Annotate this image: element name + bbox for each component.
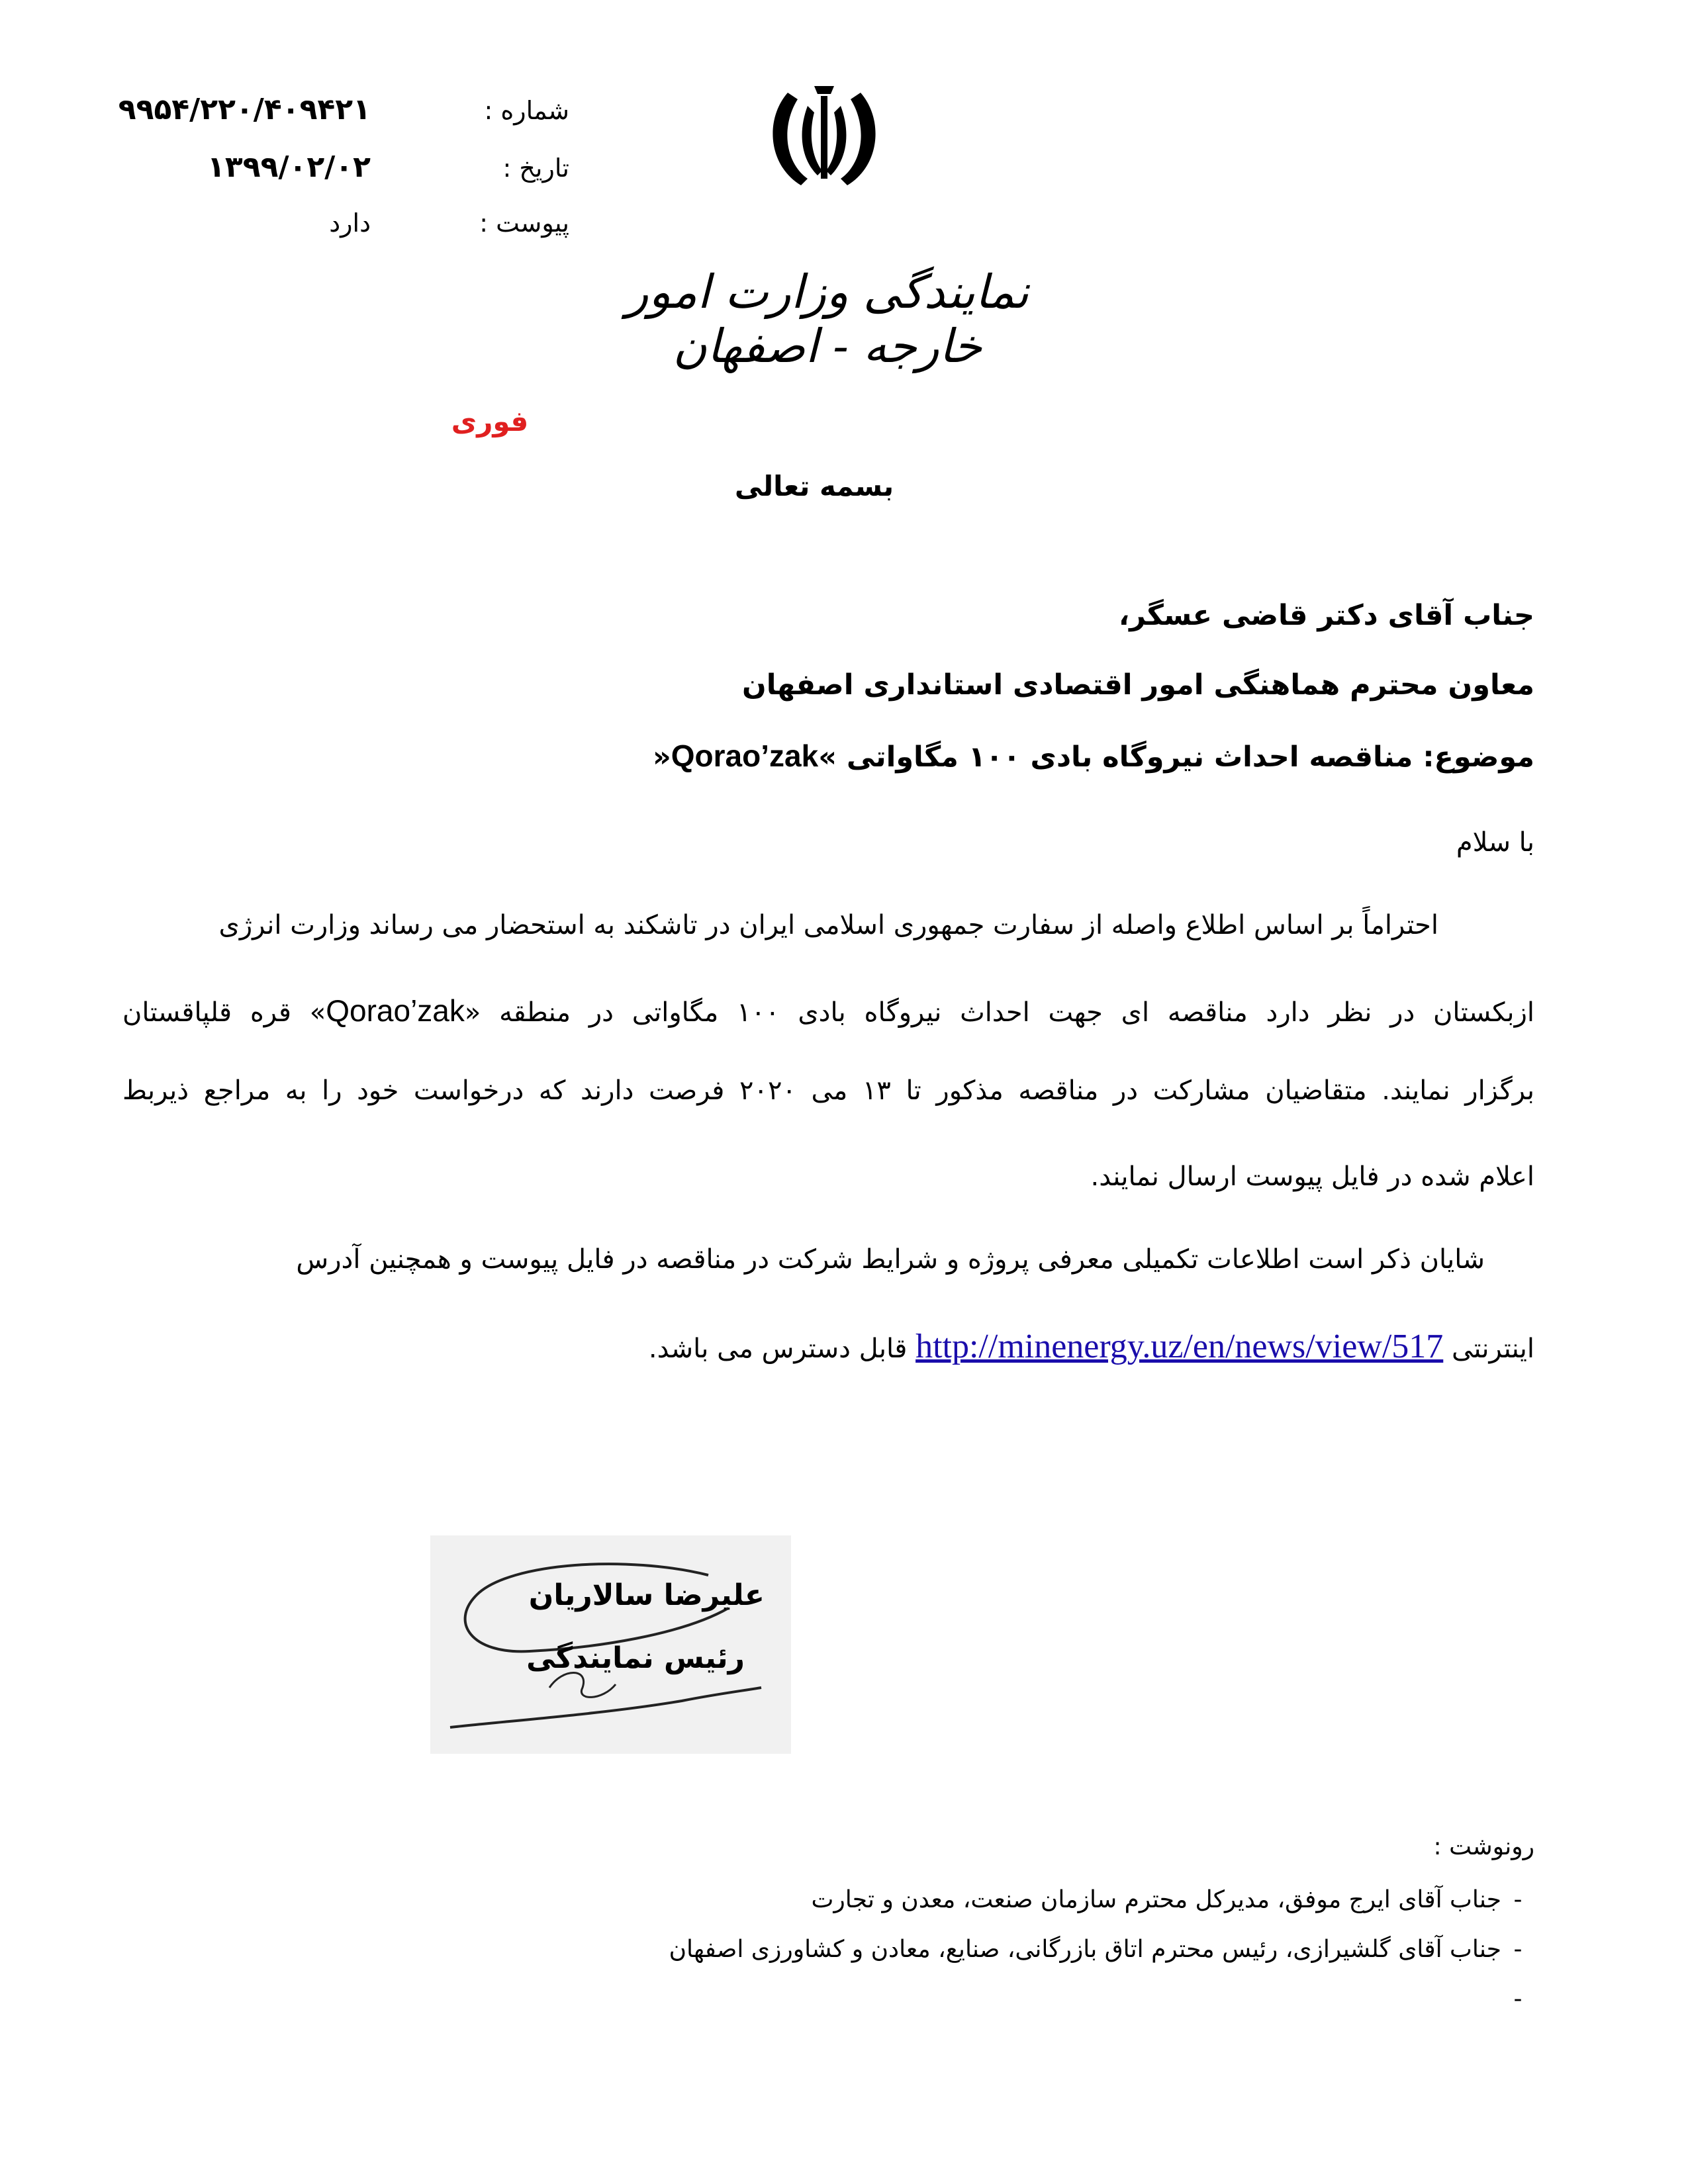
date-value: ۱۳۹۹/۰۲/۰۲ xyxy=(207,150,371,184)
cc-item-text: جناب آقای گلشیرازی، رئیس محترم اتاق بازرگانی، صنایع، معادن و کشاورزی اصفهان xyxy=(669,1936,1501,1963)
signatory-name: علیرضا سالاریان xyxy=(528,1578,765,1612)
cc-item xyxy=(1501,1985,1534,2013)
paragraph2-line2 xyxy=(649,1327,1534,1366)
cc-bullet: - xyxy=(1513,1985,1523,2013)
subject-line xyxy=(653,738,1534,774)
paragraph2-line2-text: اینترنتی xyxy=(1452,1334,1534,1364)
paragraph1-line2-text: ازبکستان در نظر دارد مناقصه ای جهت احداث نیروگاه بادی ۱۰۰ مگاواتی در منطقه « xyxy=(464,997,1534,1028)
cc-bullet: - xyxy=(1513,1936,1523,1963)
attachment-value: دارد xyxy=(329,208,371,238)
organization-name: نمایندگی وزارت امور خارجه - اصفهان xyxy=(626,265,1029,373)
paragraph1-line2-place: Qorao’zak xyxy=(326,993,465,1028)
paragraph1-line4: اعلام شده در فایل پیوست ارسال نمایند. xyxy=(1090,1161,1534,1192)
number-value: ۹۹۵۴/۲۲۰/۴۰۹۴۲۱ xyxy=(118,93,371,126)
subject-text: موضوع: مناقصه احداث نیروگاه بادی ۱۰۰ مگاواتی » xyxy=(818,741,1534,774)
urgent-mark: فوری xyxy=(451,405,529,437)
bismillah: بسمه تعالی xyxy=(734,470,894,502)
cc-bullet: - xyxy=(1513,1886,1523,1913)
signatory-title: رئیس نمایندگی xyxy=(526,1641,745,1675)
number-label: شماره : xyxy=(484,96,569,125)
greeting: با سلام xyxy=(1456,827,1534,858)
paragraph1-line2 xyxy=(122,993,1534,1028)
cc-item-text: جناب آقای ایرج موفق، مدیرکل محترم سازمان صنعت، معدن و تجارت xyxy=(811,1886,1501,1913)
subject-closing: « xyxy=(652,741,671,774)
paragraph1-line3: برگزار نمایند. متقاضیان مشارکت در مناقصه مذکور تا ۱۳ می ۲۰۲۰ فرصت دارند که درخواست خود را به مراجع ذیربط xyxy=(122,1075,1535,1106)
date-label: تاریخ : xyxy=(502,154,569,183)
paragraph1-line2-text-end: » قره قلپاقستان xyxy=(122,997,326,1028)
minenergy-link[interactable]: http://minenergy.uz/en/news/view/517 xyxy=(915,1328,1444,1365)
paragraph1-line1 xyxy=(122,910,1534,940)
signature-block xyxy=(430,1535,791,1754)
recipient-title: معاون محترم هماهنگی امور اقتصادی استانداری اصفهان xyxy=(742,668,1534,702)
cc-item xyxy=(812,1886,1534,1913)
recipient-name: جناب آقای دکتر قاضی عسگر، xyxy=(1118,599,1534,632)
iran-emblem-icon xyxy=(761,79,887,192)
paragraph2-line1-text: شایان ذکر است اطلاعات تکمیلی معرفی پروژه و شرایط شرکت در مناقصه در فایل پیوست و همچنین آدرس xyxy=(296,1244,1485,1275)
subject-place: Qorao’zak xyxy=(671,739,819,773)
attachment-label: پیوست : xyxy=(479,208,569,238)
paragraph2-line2-text-end: قابل دسترس می باشد. xyxy=(648,1334,908,1364)
paragraph1-line1-text: احتراماً بر اساس اطلاع واصله از سفارت جمهوری اسلامی ایران در تاشکند به استحضار می رساند وزارت انرژی xyxy=(218,910,1438,940)
paragraph2-line1 xyxy=(122,1244,1534,1275)
cc-item xyxy=(669,1936,1534,1963)
cc-label: رونوشت : xyxy=(1433,1833,1534,1860)
